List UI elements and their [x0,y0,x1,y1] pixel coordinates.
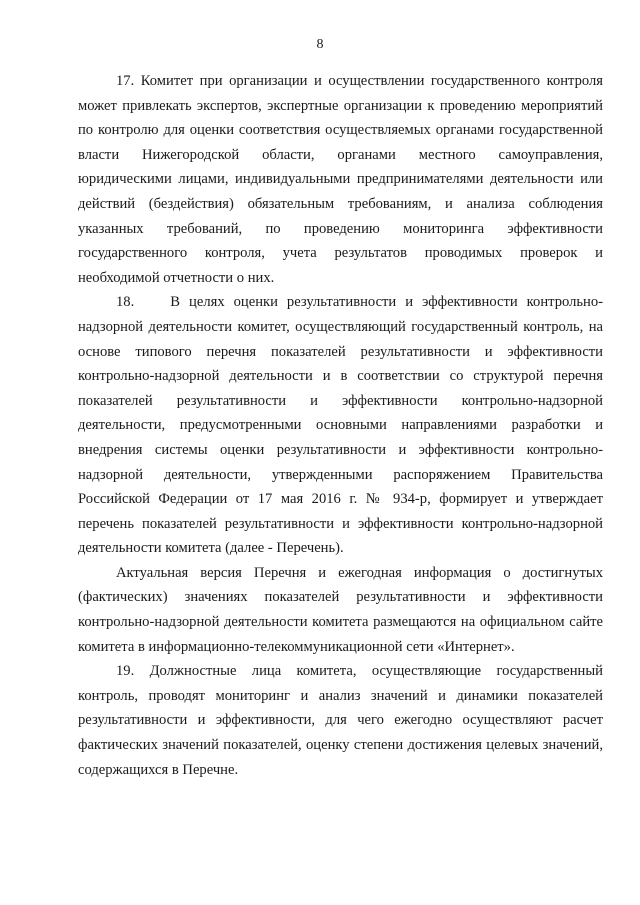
paragraph-18-continued: Актуальная версия Перечня и ежегодная информация о достигнутых (фактических) значениях показателей результативности и эффективности контрольно-надзорной деятельности комитета размещаются на официальном сайте комитета в информационно-телекоммуникационной сети «Интернет». [78,564,603,655]
page-number: 8 [316,37,324,52]
paragraph-19: 19. Должностные лица комитета, осуществляющие государственный контроль, проводят мониторинг и анализ значений и динамики показателей результативности и эффективности, для чего ежегодно осуществляют расчет фактических значений показателей, оценку степени достижения целевых значений, содержащихся в Перечне. [78,663,603,778]
paragraph-18: 18. В целях оценки результативности и эффективности контрольно-надзорной деятельности комитет, осуществляющий государственный контроль, на основе типового перечня показателей результативности и эффективности контрольно-надзорной деятельности и в соответствии со структурой перечня показателей результативности и эффективности контрольно-надзорной деятельности, предусмотренными основными направлениями разработки и внедрения системы оценки результативности и эффективности контрольно-надзорной деятельности, утвержденными распоряжением Правительства Российской Федерации от 17 мая 2016 г. № 934-р, формирует и утверждает перечень показателей результативности и эффективности контрольно-надзорной деятельности комитета (далее - Перечень). [78,294,603,557]
paragraph-17: 17. Комитет при организации и осуществлении государственного контроля может привлекать экспертов, экспертные организации к проведению мероприятий по контролю для оценки соответствия осуществляемых органами государственной власти Нижегородской области, органами местного самоуправления, юридическими лицами, индивидуальными предпринимателями деятельности или действий (бездействия) обязательным требованиям, и анализа соблюдения указанных требований, по проведению мониторинга эффективности государственного контроля, учета результатов проводимых проверок и необходимой отчетности о них. [78,73,603,286]
document-body [78,69,603,782]
